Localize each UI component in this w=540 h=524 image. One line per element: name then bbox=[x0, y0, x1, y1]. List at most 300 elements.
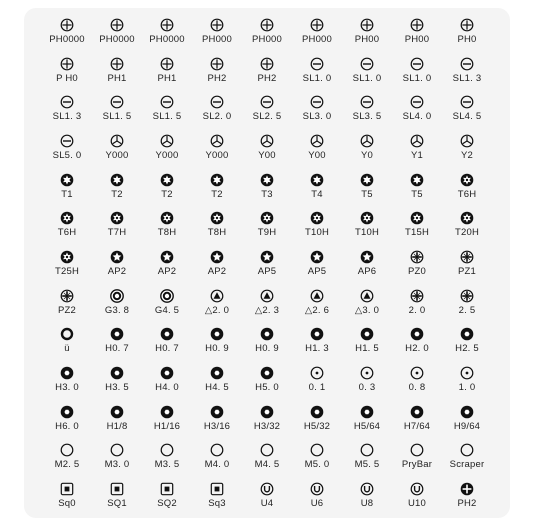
bit-cell bbox=[392, 438, 442, 477]
bit-label: H1. 5 bbox=[355, 343, 379, 355]
bit-label: M5. 0 bbox=[304, 459, 330, 471]
bit-cell bbox=[192, 399, 242, 438]
bit-cell bbox=[92, 167, 142, 206]
phillips-icon bbox=[60, 18, 74, 32]
bit-label: △2. 0 bbox=[204, 304, 230, 316]
bit-cell bbox=[442, 244, 492, 283]
bit-label: T7H bbox=[107, 227, 127, 239]
bit-label: SL1. 0 bbox=[402, 72, 432, 84]
bit-label: AP5 bbox=[257, 265, 277, 277]
bit-cell bbox=[192, 322, 242, 361]
bit-label: H0. 9 bbox=[205, 343, 229, 355]
pozidriv-icon bbox=[410, 289, 424, 303]
bit-label: PH000 bbox=[301, 33, 333, 45]
slotted-icon bbox=[260, 95, 274, 109]
bit-cell bbox=[292, 360, 342, 399]
bit-cell bbox=[192, 167, 242, 206]
pentalobe-icon bbox=[310, 250, 324, 264]
pentalobe-icon bbox=[110, 250, 124, 264]
bit-label: Y000 bbox=[105, 149, 129, 161]
triangle-icon bbox=[260, 289, 274, 303]
torx-icon bbox=[310, 173, 324, 187]
bit-cell bbox=[392, 244, 442, 283]
hex-icon bbox=[110, 405, 124, 419]
bit-label: SQ1 bbox=[107, 498, 127, 510]
circle-icon bbox=[460, 443, 474, 457]
bit-cell bbox=[142, 12, 192, 51]
phillips-icon bbox=[60, 57, 74, 71]
bit-cell bbox=[92, 12, 142, 51]
torx-security-icon bbox=[460, 173, 474, 187]
bit-label: SL1. 3 bbox=[52, 111, 82, 123]
bit-cell bbox=[192, 438, 242, 477]
bit-label: T4 bbox=[311, 188, 323, 200]
phillips-icon bbox=[260, 57, 274, 71]
bit-cell bbox=[342, 244, 392, 283]
bit-cell bbox=[392, 360, 442, 399]
bit-label: T10H bbox=[304, 227, 330, 239]
bit-cell bbox=[142, 438, 192, 477]
hex-icon bbox=[160, 405, 174, 419]
bit-label: H0. 9 bbox=[255, 343, 279, 355]
slotted-icon bbox=[360, 57, 374, 71]
bit-label: H5/64 bbox=[353, 420, 381, 432]
hex-icon bbox=[60, 366, 74, 380]
torx-security-icon bbox=[60, 211, 74, 225]
hex-icon bbox=[160, 327, 174, 341]
torx-security-icon bbox=[310, 211, 324, 225]
slotted-icon bbox=[310, 57, 324, 71]
bit-label: Sq0 bbox=[58, 498, 76, 510]
bit-label: PH0000 bbox=[149, 33, 185, 45]
bit-label: PH0 bbox=[457, 33, 477, 45]
tri-wing-icon bbox=[410, 134, 424, 148]
bit-cell bbox=[192, 89, 242, 128]
hex-icon bbox=[310, 405, 324, 419]
circle-icon bbox=[210, 443, 224, 457]
bit-cell bbox=[292, 438, 342, 477]
bit-cell bbox=[42, 167, 92, 206]
bit-cell bbox=[242, 167, 292, 206]
bit-cell bbox=[42, 244, 92, 283]
bit-cell bbox=[242, 128, 292, 167]
bit-cell bbox=[42, 51, 92, 90]
bit-cell bbox=[42, 205, 92, 244]
bit-label: H9/64 bbox=[453, 420, 481, 432]
dot-circle-icon bbox=[460, 366, 474, 380]
bit-cell bbox=[242, 205, 292, 244]
bit-label: H4. 5 bbox=[205, 382, 229, 394]
bit-cell bbox=[142, 89, 192, 128]
bit-label: H1/16 bbox=[153, 420, 181, 432]
bit-label: M3. 0 bbox=[104, 459, 130, 471]
bit-cell bbox=[392, 205, 442, 244]
phillips-icon bbox=[110, 18, 124, 32]
bit-label: Scraper bbox=[449, 459, 485, 471]
bit-cell bbox=[442, 283, 492, 322]
triangle-icon bbox=[310, 289, 324, 303]
bit-label: SL3. 0 bbox=[302, 111, 332, 123]
bit-label: T1 bbox=[61, 188, 73, 200]
bit-cell bbox=[42, 283, 92, 322]
bit-label: Y000 bbox=[205, 149, 229, 161]
tri-wing-icon bbox=[210, 134, 224, 148]
bit-cell bbox=[392, 476, 442, 515]
torx-security-icon bbox=[460, 211, 474, 225]
bit-label: PH000 bbox=[251, 33, 283, 45]
torx-security-icon bbox=[360, 211, 374, 225]
slotted-icon bbox=[60, 134, 74, 148]
bit-label: U8 bbox=[360, 498, 374, 510]
hex-icon bbox=[110, 327, 124, 341]
bit-label: M2. 5 bbox=[54, 459, 80, 471]
bit-label: △3. 0 bbox=[354, 304, 380, 316]
circle-icon bbox=[60, 443, 74, 457]
bit-label: 2. 0 bbox=[408, 304, 426, 316]
bit-label: H4. 0 bbox=[155, 382, 179, 394]
gamebit-icon bbox=[160, 289, 174, 303]
bit-cell bbox=[292, 322, 342, 361]
torx-security-icon bbox=[260, 211, 274, 225]
bit-label: H3/16 bbox=[203, 420, 231, 432]
phillips-solid-icon bbox=[460, 482, 474, 496]
bit-label: T20H bbox=[454, 227, 480, 239]
pozidriv-icon bbox=[60, 289, 74, 303]
bit-cell bbox=[192, 128, 242, 167]
bit-label: PH0000 bbox=[49, 33, 85, 45]
bit-label: Y00 bbox=[258, 149, 276, 161]
bit-cell bbox=[192, 360, 242, 399]
bit-label: SL2. 0 bbox=[202, 111, 232, 123]
torx-icon bbox=[110, 173, 124, 187]
bit-cell bbox=[142, 476, 192, 515]
bit-cell bbox=[142, 244, 192, 283]
hex-icon bbox=[460, 405, 474, 419]
slotted-icon bbox=[410, 95, 424, 109]
bit-label: PH2 bbox=[257, 72, 277, 84]
bit-cell bbox=[42, 438, 92, 477]
bit-label: T15H bbox=[404, 227, 430, 239]
bit-label: PH2 bbox=[207, 72, 227, 84]
bit-cell bbox=[92, 438, 142, 477]
bit-cell bbox=[92, 360, 142, 399]
hex-icon bbox=[210, 405, 224, 419]
bit-cell bbox=[242, 283, 292, 322]
torx-security-icon bbox=[160, 211, 174, 225]
pozidriv-icon bbox=[410, 250, 424, 264]
torx-security-icon bbox=[210, 211, 224, 225]
bit-cell bbox=[242, 89, 292, 128]
square-icon bbox=[210, 482, 224, 496]
bit-cell bbox=[392, 399, 442, 438]
tri-wing-icon bbox=[110, 134, 124, 148]
circle-icon bbox=[310, 443, 324, 457]
triangle-icon bbox=[360, 289, 374, 303]
bit-cell bbox=[442, 167, 492, 206]
bit-label: T2 bbox=[161, 188, 173, 200]
bit-cell bbox=[392, 283, 442, 322]
bit-cell bbox=[192, 12, 242, 51]
slotted-icon bbox=[160, 95, 174, 109]
bit-label: 0. 1 bbox=[308, 382, 326, 394]
bit-label: H0. 7 bbox=[105, 343, 129, 355]
circle-icon bbox=[360, 443, 374, 457]
torx-icon bbox=[410, 173, 424, 187]
bit-cell bbox=[292, 12, 342, 51]
bit-cell bbox=[442, 12, 492, 51]
bit-cell bbox=[442, 128, 492, 167]
bit-cell bbox=[392, 89, 442, 128]
tri-wing-icon bbox=[310, 134, 324, 148]
bit-cell bbox=[42, 476, 92, 515]
torx-icon bbox=[60, 173, 74, 187]
bit-label: T25H bbox=[54, 265, 80, 277]
bit-label: PZ1 bbox=[457, 265, 477, 277]
bit-cell bbox=[342, 128, 392, 167]
bit-grid bbox=[42, 12, 492, 518]
bit-cell bbox=[92, 89, 142, 128]
torx-icon bbox=[260, 173, 274, 187]
bit-label: Y1 bbox=[410, 149, 424, 161]
torx-security-icon bbox=[410, 211, 424, 225]
bit-label: H7/64 bbox=[403, 420, 431, 432]
bit-label: Sq3 bbox=[208, 498, 226, 510]
pentalobe-icon bbox=[260, 250, 274, 264]
square-icon bbox=[60, 482, 74, 496]
bit-cell bbox=[442, 438, 492, 477]
bit-cell bbox=[392, 167, 442, 206]
bit-cell bbox=[392, 12, 442, 51]
bit-cell bbox=[42, 128, 92, 167]
bit-cell bbox=[242, 12, 292, 51]
torx-icon bbox=[160, 173, 174, 187]
bit-cell bbox=[92, 205, 142, 244]
slotted-icon bbox=[360, 95, 374, 109]
bit-label: H2. 0 bbox=[405, 343, 429, 355]
bit-label: M5. 5 bbox=[354, 459, 380, 471]
slotted-icon bbox=[410, 57, 424, 71]
bit-label: U4 bbox=[260, 498, 274, 510]
bit-cell bbox=[292, 167, 342, 206]
hex-icon bbox=[410, 327, 424, 341]
bit-cell bbox=[342, 360, 392, 399]
bit-cell bbox=[92, 128, 142, 167]
bit-cell bbox=[292, 89, 342, 128]
bit-cell bbox=[242, 51, 292, 90]
bit-label: T6H bbox=[57, 227, 77, 239]
bit-label: ü bbox=[64, 343, 70, 355]
torx-icon bbox=[360, 173, 374, 187]
gamebit-icon bbox=[110, 289, 124, 303]
bit-label: AP6 bbox=[357, 265, 377, 277]
bit-cell bbox=[192, 51, 242, 90]
bit-cell bbox=[92, 244, 142, 283]
bit-cell bbox=[242, 360, 292, 399]
bit-label: PZ2 bbox=[57, 304, 77, 316]
bit-cell bbox=[92, 283, 142, 322]
bit-cell bbox=[392, 128, 442, 167]
bit-cell bbox=[142, 167, 192, 206]
pentalobe-icon bbox=[360, 250, 374, 264]
hex-icon bbox=[310, 327, 324, 341]
bit-cell bbox=[142, 51, 192, 90]
bit-label: P H0 bbox=[56, 72, 78, 84]
hex-icon bbox=[210, 366, 224, 380]
bit-cell bbox=[92, 322, 142, 361]
bit-label: PH000 bbox=[201, 33, 233, 45]
bit-cell bbox=[242, 399, 292, 438]
bit-cell bbox=[442, 360, 492, 399]
slotted-icon bbox=[310, 95, 324, 109]
dot-circle-icon bbox=[310, 366, 324, 380]
bit-label: SQ2 bbox=[157, 498, 177, 510]
bit-cell bbox=[192, 205, 242, 244]
bit-cell bbox=[142, 360, 192, 399]
hex-icon bbox=[360, 405, 374, 419]
bit-label: T5 bbox=[411, 188, 423, 200]
bit-cell bbox=[292, 205, 342, 244]
bit-label: Y00 bbox=[308, 149, 326, 161]
tri-wing-icon bbox=[360, 134, 374, 148]
torx-icon bbox=[210, 173, 224, 187]
bit-label: 0. 3 bbox=[358, 382, 376, 394]
circle-icon bbox=[110, 443, 124, 457]
u-shape-icon bbox=[310, 482, 324, 496]
phillips-icon bbox=[160, 18, 174, 32]
pentalobe-icon bbox=[210, 250, 224, 264]
bit-cell bbox=[142, 283, 192, 322]
bit-label: G3. 8 bbox=[104, 304, 130, 316]
u-shape-icon bbox=[360, 482, 374, 496]
bit-label: T2 bbox=[111, 188, 123, 200]
bit-label: H5/32 bbox=[303, 420, 331, 432]
bit-label: G4. 5 bbox=[154, 304, 180, 316]
bit-cell bbox=[292, 128, 342, 167]
bit-label: SL4. 0 bbox=[402, 111, 432, 123]
bit-label: △2. 3 bbox=[254, 304, 280, 316]
bit-cell bbox=[292, 399, 342, 438]
bit-cell bbox=[42, 322, 92, 361]
bit-label: T6H bbox=[457, 188, 477, 200]
bit-cell bbox=[42, 360, 92, 399]
bit-label: H3. 0 bbox=[55, 382, 79, 394]
slotted-icon bbox=[210, 95, 224, 109]
slotted-icon bbox=[460, 95, 474, 109]
bit-cell bbox=[342, 322, 392, 361]
ring-icon bbox=[60, 327, 74, 341]
bit-label: Y2 bbox=[460, 149, 474, 161]
bit-label: 2. 5 bbox=[458, 304, 476, 316]
bit-cell bbox=[342, 89, 392, 128]
bit-label: 1. 0 bbox=[458, 382, 476, 394]
dot-circle-icon bbox=[410, 366, 424, 380]
bit-label: SL1. 3 bbox=[452, 72, 482, 84]
bit-cell bbox=[42, 399, 92, 438]
bit-cell bbox=[92, 476, 142, 515]
bit-label: 0. 8 bbox=[408, 382, 426, 394]
bit-label: H5. 0 bbox=[255, 382, 279, 394]
bit-cell bbox=[142, 322, 192, 361]
bit-cell bbox=[342, 283, 392, 322]
bit-label: U10 bbox=[407, 498, 427, 510]
bit-label: PH2 bbox=[457, 498, 477, 510]
torx-security-icon bbox=[60, 250, 74, 264]
bit-label: H6. 0 bbox=[55, 420, 79, 432]
bit-cell bbox=[192, 283, 242, 322]
bit-cell bbox=[342, 51, 392, 90]
bit-label: SL1. 5 bbox=[152, 111, 182, 123]
bit-cell bbox=[292, 283, 342, 322]
bit-label: SL1. 0 bbox=[302, 72, 332, 84]
hex-icon bbox=[260, 327, 274, 341]
bit-cell bbox=[192, 244, 242, 283]
bit-cell bbox=[92, 399, 142, 438]
bit-label: AP2 bbox=[207, 265, 227, 277]
bit-label: M4. 0 bbox=[204, 459, 230, 471]
bit-label: Y000 bbox=[155, 149, 179, 161]
phillips-icon bbox=[310, 18, 324, 32]
bit-label: AP2 bbox=[107, 265, 127, 277]
bit-label: H1/8 bbox=[106, 420, 128, 432]
triangle-icon bbox=[210, 289, 224, 303]
bit-cell bbox=[192, 476, 242, 515]
tri-wing-icon bbox=[260, 134, 274, 148]
circle-icon bbox=[260, 443, 274, 457]
bit-label: SL1. 0 bbox=[352, 72, 382, 84]
bit-cell bbox=[142, 205, 192, 244]
bit-label: T9H bbox=[257, 227, 277, 239]
slotted-icon bbox=[60, 95, 74, 109]
phillips-icon bbox=[260, 18, 274, 32]
phillips-icon bbox=[160, 57, 174, 71]
u-shape-icon bbox=[260, 482, 274, 496]
bit-label: SL1. 5 bbox=[102, 111, 132, 123]
hex-icon bbox=[160, 366, 174, 380]
bit-label: H3. 5 bbox=[105, 382, 129, 394]
bit-label: PH00 bbox=[354, 33, 380, 45]
bit-label: T2 bbox=[211, 188, 223, 200]
phillips-icon bbox=[410, 18, 424, 32]
bit-cell bbox=[42, 89, 92, 128]
bit-cell bbox=[342, 167, 392, 206]
bit-label: T8H bbox=[157, 227, 177, 239]
bit-cell bbox=[142, 399, 192, 438]
bit-label: SL5. 0 bbox=[52, 149, 82, 161]
hex-icon bbox=[360, 327, 374, 341]
bit-label: PH0000 bbox=[99, 33, 135, 45]
phillips-icon bbox=[210, 18, 224, 32]
bit-label: M3. 5 bbox=[154, 459, 180, 471]
bit-label: SL4. 5 bbox=[452, 111, 482, 123]
bit-label: H0. 7 bbox=[155, 343, 179, 355]
bit-cell bbox=[442, 322, 492, 361]
u-shape-icon bbox=[410, 482, 424, 496]
hex-icon bbox=[60, 405, 74, 419]
bit-cell bbox=[292, 244, 342, 283]
hex-icon bbox=[260, 366, 274, 380]
pentalobe-icon bbox=[160, 250, 174, 264]
bit-label: PH1 bbox=[157, 72, 177, 84]
bit-label: PH1 bbox=[107, 72, 127, 84]
bit-label: AP2 bbox=[157, 265, 177, 277]
hex-icon bbox=[260, 405, 274, 419]
bit-cell bbox=[242, 244, 292, 283]
bit-label: H3/32 bbox=[253, 420, 281, 432]
bit-label: T10H bbox=[354, 227, 380, 239]
bit-label: T3 bbox=[261, 188, 273, 200]
bit-cell bbox=[442, 399, 492, 438]
bit-cell bbox=[242, 438, 292, 477]
